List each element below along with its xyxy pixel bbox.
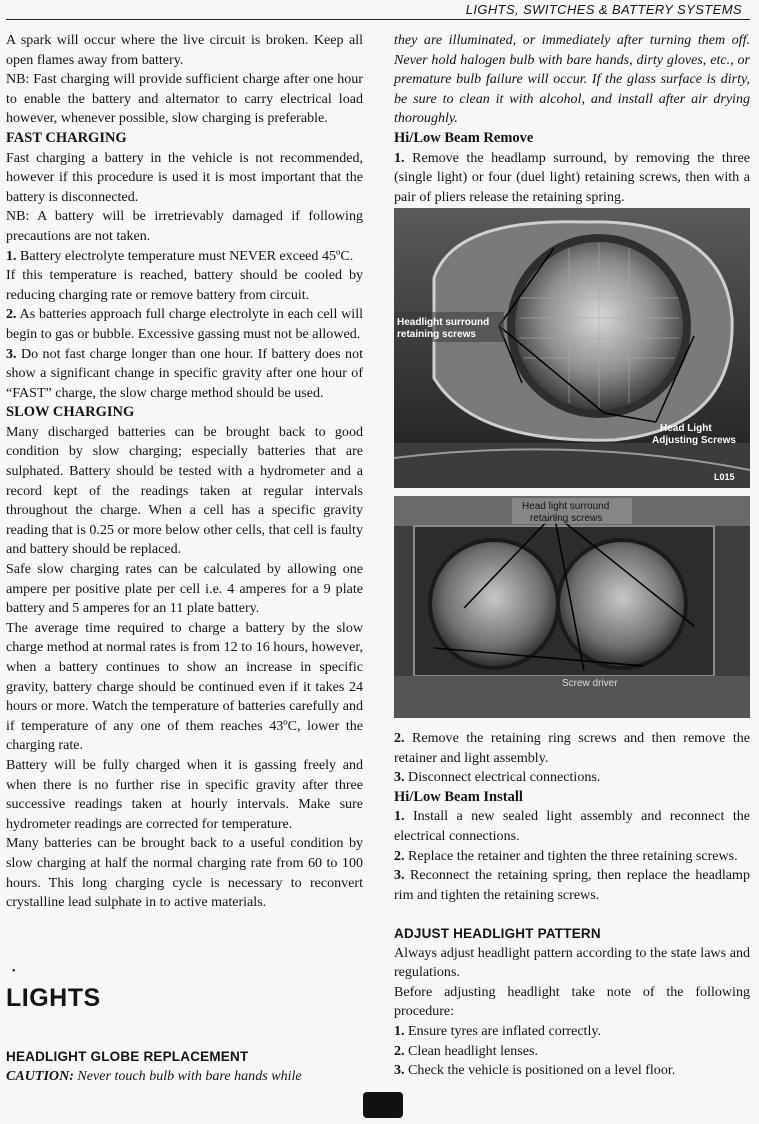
step-text: Reconnect the retaining spring, then replace the headlamp rim and tighten the retaining screws.: [394, 867, 750, 903]
page-number-tab: [363, 1092, 403, 1118]
remove-install-steps: [394, 729, 750, 905]
step-item: [394, 866, 750, 905]
fast-charging-heading: FAST CHARGING: [6, 129, 127, 146]
body-paragraph: Before adjusting headlight take note of the following procedure:: [394, 983, 750, 1020]
step-number: 3.: [394, 1062, 405, 1079]
intro-paragraph: NB: Fast charging will provide sufficient charge after one hour to enable the battery and alternator to carry electrical load however, whenever possible, slow charging is preferable.: [6, 71, 363, 127]
step-text: Check the vehicle is positioned on a level floor.: [404, 1062, 676, 1079]
step-text: Disconnect electrical connections.: [404, 769, 601, 786]
step-text: Clean headlight lenses.: [404, 1042, 538, 1059]
step-item: [394, 1061, 750, 1081]
globe-replacement-block: [6, 1047, 363, 1086]
top-label-line1: Head light surround: [522, 501, 610, 512]
step-item: [6, 247, 363, 267]
running-title: LIGHTS, SWITCHES & BATTERY SYSTEMS: [465, 2, 742, 17]
adjust-label-line1: Head Light: [660, 423, 712, 434]
headlight-photo-dual: [394, 496, 750, 718]
adjust-label-line2: Adjusting Screws: [652, 435, 736, 446]
headlight-photo-single: [394, 208, 750, 488]
step-number: 3.: [394, 867, 405, 884]
screwdriver-label: Screw driver: [562, 678, 618, 689]
top-label-line2: retaining screws: [530, 513, 603, 524]
adjust-pattern-block: [394, 924, 750, 1081]
step-text: Ensure tyres are inflated correctly.: [404, 1022, 601, 1039]
body-paragraph: NB: A battery will be irretrievably damaged if following precautions are not taken.: [6, 208, 363, 244]
step-number: 3.: [394, 769, 405, 786]
body-paragraph: Many batteries can be brought back to a useful condition by slow charging at half the normal charging rate from 60 to 100 hours. This long charging cycle is necessary to reconvert crystalline lead sulphate in to active materials.: [6, 835, 363, 911]
caution-line: [6, 1067, 363, 1087]
body-paragraph: Battery will be fully charged when it is gassing freely and when there is no further rise in specific gravity after three successive readings taken at hourly intervals. Make sure hydrometer readings are corrected for temperature.: [6, 756, 363, 832]
step-number: 2.: [6, 306, 17, 323]
caution-continued: they are illuminated, or immediately after turning them off. Never hold halogen bulb with bare hands, dirty gloves, etc., or premature bulb failure will occur. If the glass surface is dirty, be sure to clean it with alcohol, and install after air drying thoroughly.: [394, 32, 750, 127]
caution-text: Never touch bulb with bare hands while: [73, 1067, 302, 1084]
step-number: 2.: [394, 730, 405, 746]
caution-label: CAUTION:: [6, 1067, 74, 1084]
globe-replacement-heading: HEADLIGHT GLOBE REPLACEMENT: [6, 1049, 249, 1064]
body-paragraph: Always adjust headlight pattern according to the state laws and regulations.: [394, 944, 750, 981]
photo-code: L015: [714, 472, 735, 482]
step-text: Remove the headlamp surround, by removing the three (single light) or four (duel light) retaining screws, then with a pair of pliers release the retaining spring.: [394, 149, 750, 205]
slow-charging-heading: SLOW CHARGING: [6, 404, 135, 421]
step-number: 1.: [394, 1022, 405, 1039]
step-text: Do not fast charge longer than one hour. If battery does not show a significant change in specific gravity after one hour of “FAST” charge, the slow charge method should be used.: [6, 345, 363, 401]
left-column: [6, 31, 363, 913]
step-item: [394, 149, 750, 208]
step-item: [6, 305, 363, 344]
step-number: 1.: [394, 808, 405, 825]
stray-mark: •: [12, 966, 16, 977]
step-item: [394, 1042, 750, 1062]
page-header: [6, 2, 750, 20]
step-text: Battery electrolyte temperature must NEVER exceed 45ºC.: [16, 247, 354, 264]
step-text: As batteries approach full charge electrolyte in each cell will begin to gas or bubble. Excessive gassing must not be allowed.: [6, 306, 363, 342]
beam-remove-heading: Hi/Low Beam Remove: [394, 129, 534, 146]
step-number: 3.: [6, 345, 17, 362]
lights-section-title: LIGHTS: [6, 984, 101, 1012]
step-item: [394, 768, 750, 788]
step-text: Replace the retainer and tighten the three retaining screws.: [404, 847, 738, 864]
body-paragraph: Fast charging a battery in the vehicle is not recommended, however if this procedure is used it is most important that the battery is disconnected.: [6, 149, 363, 205]
adjust-pattern-heading: ADJUST HEADLIGHT PATTERN: [394, 926, 601, 941]
body-paragraph: The average time required to charge a battery by the slow charge method at normal rates is from 12 to 16 hours, however, when a battery continues to show an increase in specific gravity, battery charge should be continued even if it takes 24 hours or more. Watch the temperature of batteries carefully and if temperature of any one of them reaches 43ºC, lower the charging rate.: [6, 619, 363, 754]
step-item: [394, 847, 750, 867]
intro-paragraph: A spark will occur where the live circuit is broken. Keep all open flames away from battery.: [6, 32, 363, 68]
beam-install-heading: Hi/Low Beam Install: [394, 788, 523, 805]
step-item: [394, 729, 750, 768]
surround-label-line1: Headlight surround: [397, 317, 490, 328]
step-item: [6, 266, 363, 305]
step-text: Remove the retaining ring screws and then remove the retainer and light assembly.: [394, 730, 750, 766]
step-number: 2.: [394, 1042, 405, 1059]
step-item: [394, 807, 750, 846]
step-number: 1.: [394, 149, 405, 166]
right-column: [394, 31, 750, 207]
step-number: 1.: [6, 247, 17, 264]
step-text: Install a new sealed light assembly and reconnect the electrical connections.: [394, 808, 750, 844]
step-item: [394, 1022, 750, 1042]
step-item: [6, 345, 363, 404]
body-paragraph: Many discharged batteries can be brought back to good condition by slow charging; especially batteries that are sulphated. Battery should be tested with a hydrometer and a record kept of the readings taken at regular intervals throughout the charge. When a cell has a specific gravity reading that is 0.25 or more below other cells, that cell is faulty and battery should be replaced.: [6, 423, 363, 558]
surround-label-line2: retaining screws: [397, 329, 476, 340]
body-paragraph: Safe slow charging rates can be calculated by allowing one ampere per positive plate per cell i.e. 4 amperes for a 9 plate battery and 5 amperes for an 11 plate battery.: [6, 561, 363, 617]
step-number: 2.: [394, 847, 405, 864]
step-text: If this temperature is reached, battery should be cooled by reducing charging rate or remove battery from circuit.: [6, 267, 363, 303]
